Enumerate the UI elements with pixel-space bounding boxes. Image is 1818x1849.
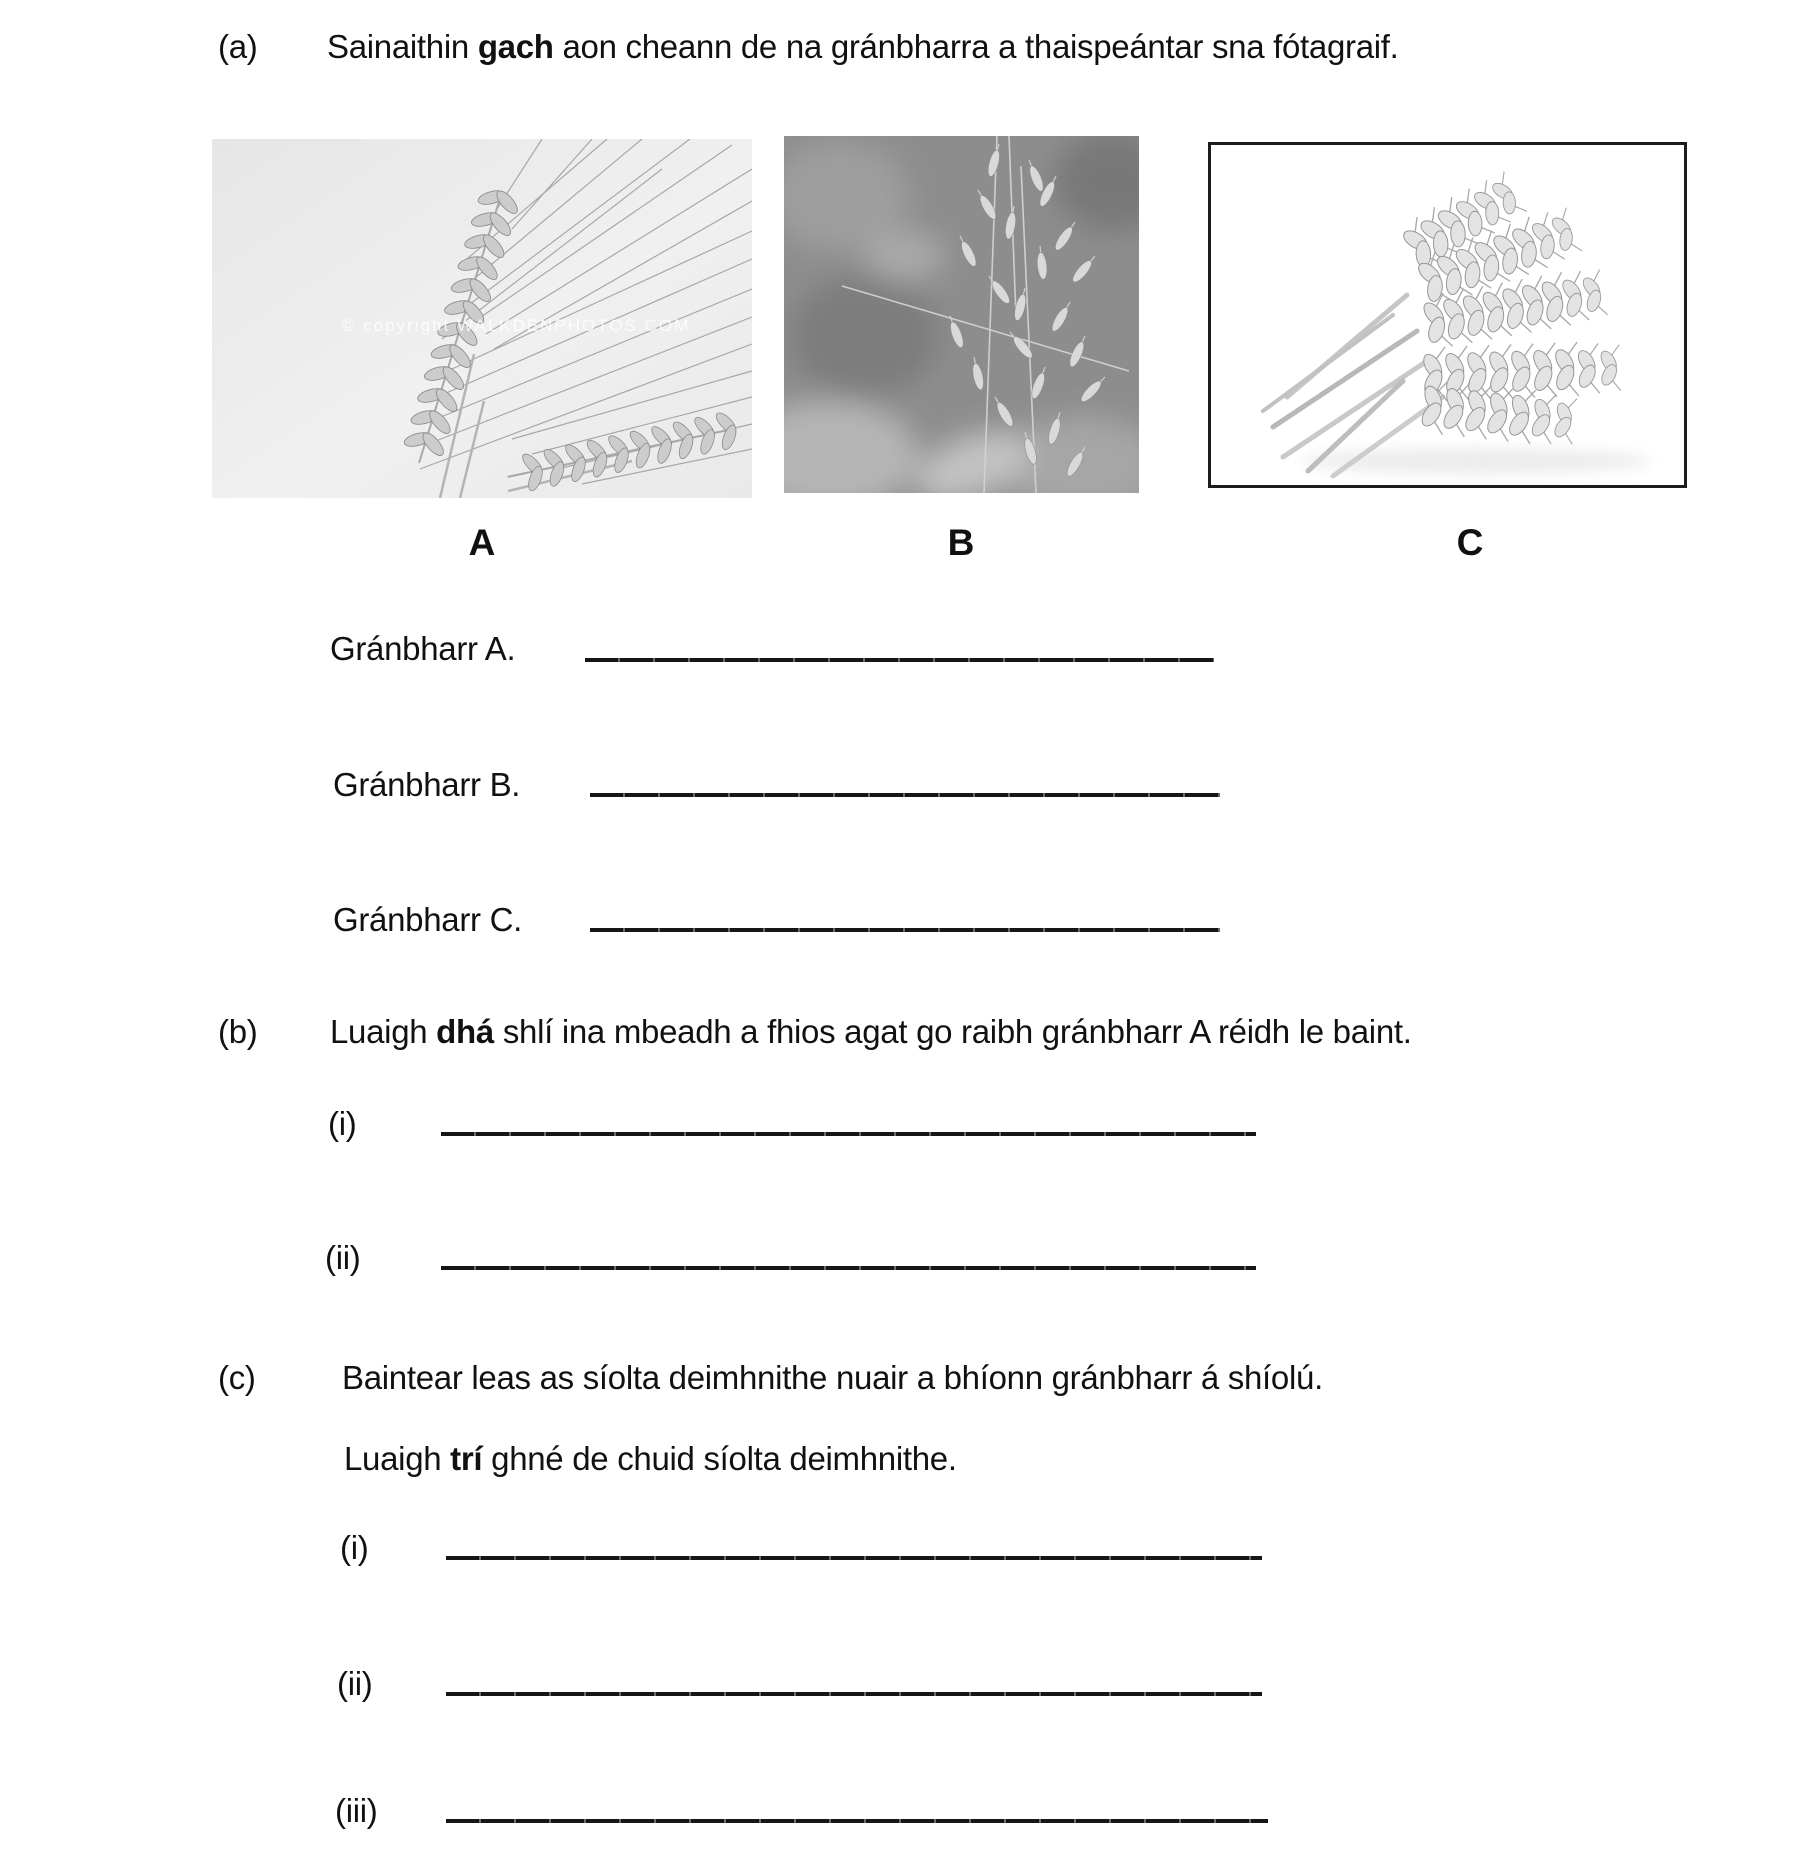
question-c-item-iii-blank[interactable] [446, 1819, 1268, 1823]
question-c-label: (c) [218, 1359, 256, 1396]
question-c-item-ii-label: (ii) [337, 1665, 373, 1702]
question-c-item-i-label: (i) [340, 1529, 369, 1566]
question-c-line2 [344, 1440, 957, 1478]
question-c-item-i-blank[interactable] [446, 1556, 1262, 1560]
granbharr-b-label: Gránbharr B. [333, 766, 521, 803]
question-a-text-prefix: Sainaithin [327, 28, 478, 65]
question-b-text [330, 1013, 1412, 1051]
oats-illustration [784, 136, 1139, 493]
photo-c-caption: C [1456, 522, 1484, 563]
question-a-bold-word: gach [477, 28, 554, 65]
wheat-illustration [1211, 145, 1684, 485]
granbharr-c-label: Gránbharr C. [333, 901, 522, 938]
question-c-item-iii-label: (iii) [335, 1792, 378, 1829]
granbharr-b-answer-blank[interactable] [590, 793, 1220, 797]
question-b-bold-word: dhá [436, 1013, 494, 1050]
photo-a-caption: A [468, 522, 496, 563]
photo-a-barley [212, 139, 752, 498]
question-c-line2-prefix: Luaigh [344, 1440, 451, 1477]
question-c-bold-word: trí [450, 1440, 483, 1477]
question-c-line2-suffix: ghné de chuid síolta deimhnithe. [482, 1440, 957, 1477]
question-b-label: (b) [218, 1013, 258, 1050]
photo-b-oats [784, 136, 1139, 493]
question-b-item-ii-label: (ii) [325, 1239, 361, 1276]
barley-illustration [212, 139, 752, 498]
granbharr-c-answer-blank[interactable] [590, 928, 1220, 932]
photo-b-caption: B [947, 522, 975, 563]
question-b-text-prefix: Luaigh [330, 1013, 437, 1050]
question-b-item-i-label: (i) [328, 1105, 357, 1142]
granbharr-a-label: Gránbharr A. [330, 630, 516, 667]
photo-a-watermark: © copyright WALKDENPHOTOS.COM [342, 316, 691, 335]
question-a-text [327, 28, 1399, 66]
question-a-label: (a) [218, 28, 258, 65]
granbharr-a-answer-blank[interactable] [585, 658, 1214, 662]
question-c-item-ii-blank[interactable] [446, 1692, 1262, 1696]
question-b-item-i-blank[interactable] [441, 1132, 1256, 1136]
question-b-item-ii-blank[interactable] [441, 1266, 1256, 1270]
question-b-text-suffix: shlí ina mbeadh a fhios agat go raibh gránbharr A réidh le baint. [493, 1013, 1412, 1050]
question-c-line1: Baintear leas as síolta deimhnithe nuair a bhíonn gránbharr á shíolú. [342, 1359, 1323, 1396]
question-a-text-suffix: aon cheann de na gránbharra a thaispeántar sna fótagraif. [553, 28, 1399, 65]
photo-c-wheat [1208, 142, 1687, 488]
